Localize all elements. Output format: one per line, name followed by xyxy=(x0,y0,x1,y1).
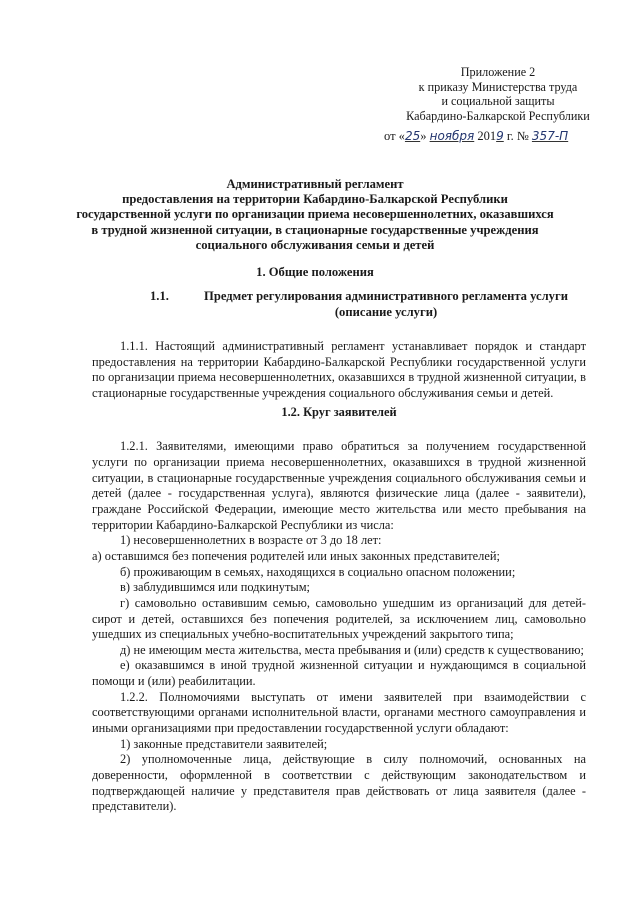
document-title xyxy=(60,177,570,253)
approval-stamp xyxy=(398,65,598,123)
subsection-title-line: (описание услуги) xyxy=(334,304,438,319)
order-day: 25 xyxy=(404,129,421,143)
order-month: ноября xyxy=(429,129,475,143)
paragraph-1-1-1: 1.1.1. Настоящий административный регламент устанавливает порядок и стандарт предоставления на территории Кабардино-Балкарской Республики государственной услуги по организации приема несовершеннолетних, оказавшихся в трудной жизненной ситуации, в стационарные государственные учреждения социального обслуживания семьи и детей. xyxy=(92,339,586,400)
approval-line: к приказу Министерства труда xyxy=(418,79,578,94)
order-mid: » xyxy=(420,129,427,143)
order-prefix: от « xyxy=(384,129,405,143)
title-line: социального обслуживания семьи и детей xyxy=(195,237,435,252)
section-heading-applicants: 1.2. Круг заявителей xyxy=(281,404,397,419)
list-item: 2) уполномоченные лица, действующие в силу полномочий, основанных на доверенности, оформленной в соответствии с действующим законодательством и подтверждающей наличие у представителя прав действовать от лица заявителя (далее - представители). xyxy=(92,752,586,814)
document-body xyxy=(92,339,586,815)
paragraph-1-2-2: 1.2.2. Полномочиями выступать от имени заявителей при взаимодействии с соответствующими органами исполнительной власти, органами местного самоуправления и иными организациями при предоставлении государственной услуги обладают: xyxy=(92,689,586,736)
order-date-number xyxy=(384,128,604,144)
title-line: государственной услуги по организации приема несовершеннолетних, оказавшихся xyxy=(76,207,554,222)
order-year-digit: 9 xyxy=(496,129,504,143)
list-item: б) проживающим в семьях, находящихся в социально опасном положении; xyxy=(120,564,516,579)
list-item: а) оставшимся без попечения родителей или иных законных представителей; xyxy=(92,548,500,563)
subsection-number: 1.1. xyxy=(150,289,169,303)
order-suffix: г. № xyxy=(503,129,532,143)
approval-line: и социальной защиты xyxy=(441,94,555,109)
list-item: 1) законные представители заявителей; xyxy=(120,736,328,751)
list-item: 1) несовершеннолетних в возрасте от 3 до 18 лет: xyxy=(120,533,382,548)
order-number: 357-П xyxy=(531,129,569,143)
approval-line: Кабардино-Балкарской Республики xyxy=(406,108,590,123)
subsection-title-line: Предмет регулирования административного регламента услуги xyxy=(204,289,568,303)
section-heading-general: 1. Общие положения xyxy=(256,265,374,279)
order-year-prefix: 201 xyxy=(477,129,497,143)
list-item: е) оказавшимся в иной трудной жизненной ситуации и нуждающимся в социальной помощи и (или) реабилитации. xyxy=(92,658,586,689)
title-line: предоставления на территории Кабардино-Балкарской Республики xyxy=(122,192,508,207)
title-line: в трудной жизненной ситуации, в стационарные государственные учреждения xyxy=(91,222,539,237)
list-item: г) самовольно оставившим семью, самовольно ушедшим из организаций для детей-сирот и детей, оставшихся без попечения родителей, за исключением лиц, самовольно ушедших из специальных учебно-воспитательных учреждений закрытого типа; xyxy=(92,595,586,642)
paragraph-1-2-1: 1.2.1. Заявителями, имеющими право обратиться за получением государственной услуги по организации приема несовершеннолетних, оказавшихся в трудной жизненной ситуации, в стационарные государственные учреждения социального обслуживания семьи и детей (далее - государственная услуга), являются физические лица (далее - заявители), граждане Российской Федерации, имеющие место жительства или место пребывания на территории Кабардино-Балкарской Республики из числа: xyxy=(92,439,586,532)
subsection-title xyxy=(196,289,576,320)
list-item: в) заблудившимся или подкинутым; xyxy=(120,580,310,595)
list-item: д) не имеющим места жительства, места пребывания и (или) средств к существованию; xyxy=(120,642,584,657)
approval-line: Приложение 2 xyxy=(460,65,536,79)
title-line: Административный регламент xyxy=(226,177,404,191)
